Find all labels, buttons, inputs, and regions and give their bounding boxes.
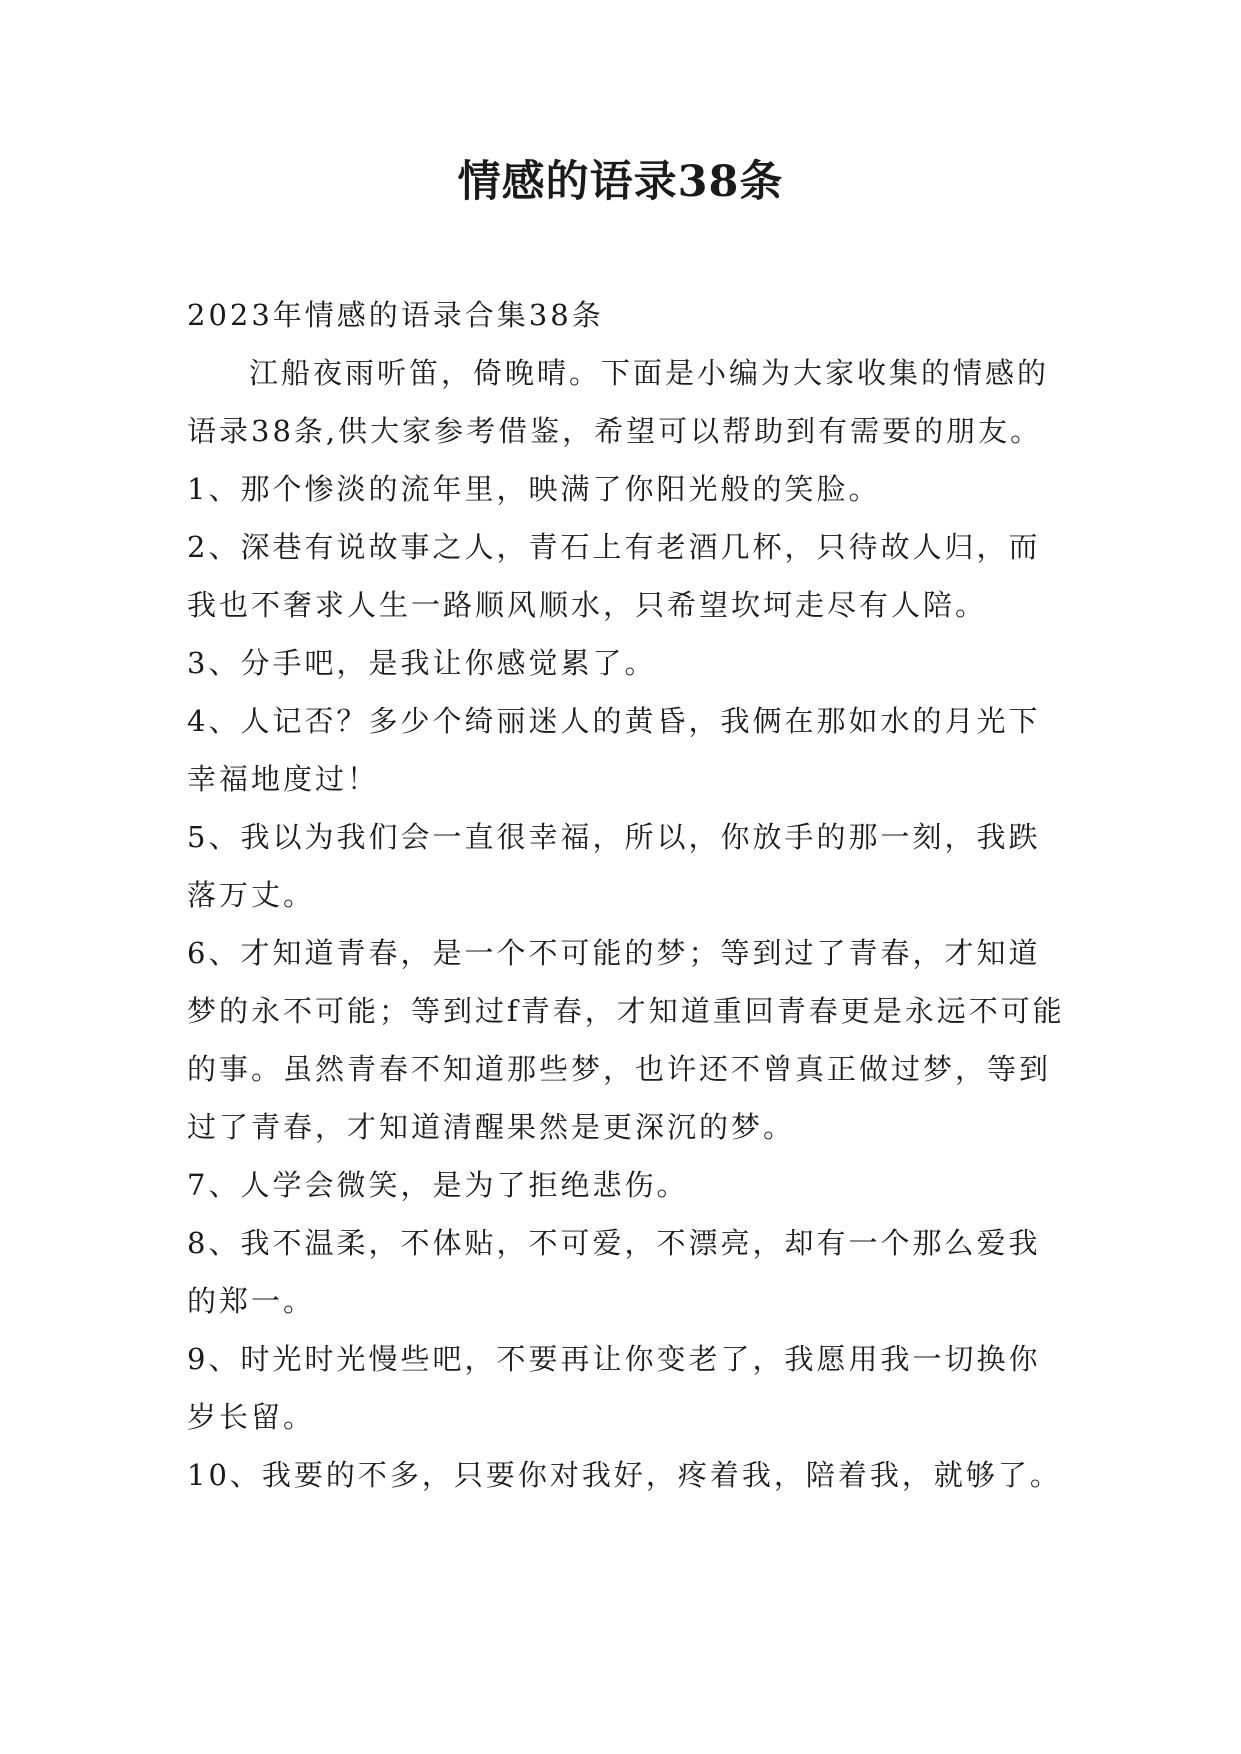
quote-item-6: 6、才知道青春，是一个不可能的梦；等到过了青春，才知道梦的永不可能；等到过f青春，才知道重回青春更是永远不可能的事。虽然青春不知道那些梦，也许还不曾真正做过梦，等到过了青春，才知道清醒果然是更深沉的梦。 [187, 936, 1065, 1144]
quote-item-8: 8、我不温柔，不体贴，不可爱，不漂亮，却有一个那么爱我的郑一。 [187, 1226, 1041, 1318]
quote-item-7: 7、人学会微笑，是为了拒绝悲伤。 [187, 1168, 689, 1202]
quote-item-9: 9、时光时光慢些吧，不要再让你变老了，我愿用我一切换你岁长留。 [187, 1342, 1041, 1434]
quote-item-10: 10、我要的不多，只要你对我好，疼着我，陪着我，就够了。 [187, 1458, 1062, 1492]
document-body [187, 286, 1067, 1504]
quote-item-4: 4、人记否？多少个绮丽迷人的黄昏，我俩在那如水的月光下幸福地度过！ [187, 704, 1041, 796]
document-title: 情感的语录38条 [457, 157, 784, 207]
document-subtitle: 2023年情感的语录合集38条 [187, 298, 604, 332]
quote-item-5: 5、我以为我们会一直很幸福，所以，你放手的那一刻，我跌落万丈。 [187, 820, 1041, 912]
quote-item-3: 3、分手吧，是我让你感觉累了。 [187, 646, 657, 680]
quote-item-1: 1、那个惨淡的流年里，映满了你阳光般的笑脸。 [187, 472, 881, 506]
quote-item-2: 2、深巷有说故事之人，青石上有老酒几杯，只待故人归，而我也不奢求人生一路顺风顺水，只希望坎坷走尽有人陪。 [187, 530, 1041, 622]
intro-paragraph: 江船夜雨听笛，倚晚晴。下面是小编为大家收集的情感的语录38条,供大家参考借鉴，希望可以帮助到有需要的朋友。 [187, 356, 1050, 448]
